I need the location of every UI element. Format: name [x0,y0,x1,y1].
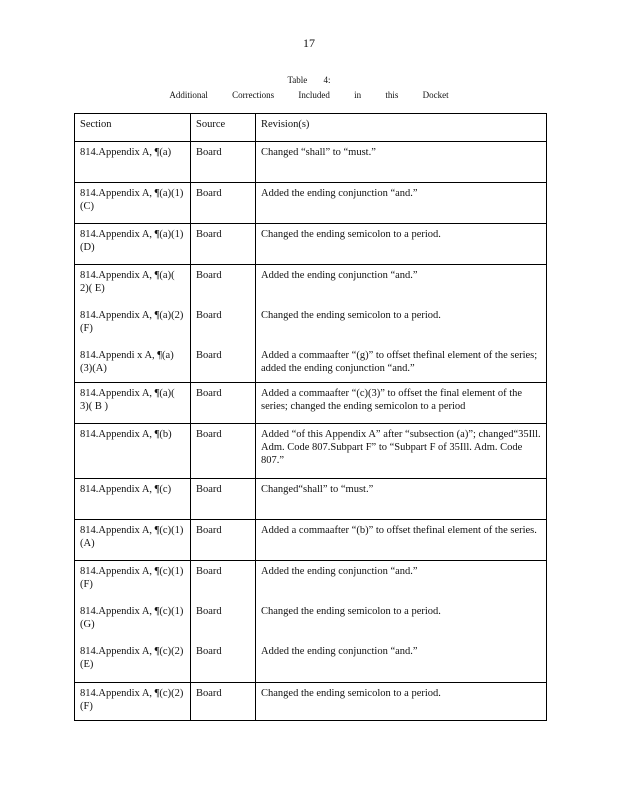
source-cell: Board [191,683,256,721]
table-row [75,265,547,383]
source-entry: Board [196,310,222,321]
section-cell [75,265,191,383]
table-row [75,479,547,520]
section-entry: 814.Appendi x A, ¶(a)(3)(A) [80,350,174,374]
revision-cell: Added the ending conjunction “and.” [256,183,547,224]
section-entry: 814.Appendix A, ¶(a)(2)(F) [80,310,184,334]
table-row [75,561,547,683]
revision-cell: Changed “shall” to “must.” [256,142,547,183]
revision-cell: Changed“shall” to “must.” [256,479,547,520]
source-cell: Board [191,142,256,183]
source-entry: Board [196,270,222,281]
section-cell: 814.Appendix A, ¶(b) [75,424,191,479]
revision-cell: Added a commaafter “(b)” to offset thefinal element of the series. [256,520,547,561]
revision-cell [256,265,547,383]
source-cell: Board [191,520,256,561]
section-cell: 814.Appendix A, ¶(a) [75,142,191,183]
section-entry: 814.Appendix A, ¶(c)(2)(E) [80,646,184,670]
table-row [75,142,547,183]
source-cell: Board [191,424,256,479]
section-entry: 814.Appendix A, ¶(c)(1)(G) [80,606,184,630]
corrections-table [74,113,547,721]
revision-cell [256,561,547,683]
section-cell [75,561,191,683]
table-row [75,383,547,424]
source-entry: Board [196,566,222,577]
revision-entry: Changed the ending semicolon to a period. [261,310,441,321]
revision-cell: Added “of this Appendix A” after “subsection (a)”; changed“35Ill. Adm. Code 807.Subpart F” to “Subpart F of 35Ill. Adm. Code 807.” [256,424,547,479]
table-caption-title: Additional Corrections Included in this Docket [169,90,449,100]
source-cell [191,561,256,683]
header-source: Source [191,114,256,142]
header-section: Section [75,114,191,142]
section-cell: 814.Appendix A, ¶(a)(1)(C) [75,183,191,224]
section-entry: 814.Appendix A, ¶(a)( 2)( E) [80,270,175,294]
revision-entry: Changed the ending semicolon to a period. [261,606,441,617]
table-row [75,424,547,479]
revision-entry: Added the ending conjunction “and.” [261,646,418,657]
source-cell: Board [191,183,256,224]
table-header-row [75,114,547,142]
source-entry: Board [196,646,222,657]
source-cell: Board [191,479,256,520]
revision-cell: Added a commaafter “(c)(3)” to offset the final element of the series; changed the ending semicolon to a period [256,383,547,424]
source-cell: Board [191,383,256,424]
section-cell: 814.Appendix A, ¶(c)(2)(F) [75,683,191,721]
revision-cell: Changed the ending semicolon to a period. [256,683,547,721]
header-revisions: Revision(s) [256,114,547,142]
table-row [75,183,547,224]
source-cell: Board [191,224,256,265]
section-cell: 814.Appendix A, ¶(c) [75,479,191,520]
table-row [75,520,547,561]
section-entry: 814.Appendix A, ¶(c)(1)(F) [80,566,184,590]
page-number: 17 [303,36,315,50]
table-row [75,224,547,265]
source-entry: Board [196,350,222,361]
source-entry: Board [196,606,222,617]
revision-entry: Added the ending conjunction “and.” [261,270,418,281]
section-cell: 814.Appendix A, ¶(c)(1)(A) [75,520,191,561]
revision-cell: Changed the ending semicolon to a period. [256,224,547,265]
revision-entry: Added the ending conjunction “and.” [261,566,418,577]
revision-entry: Added a commaafter “(g)” to offset thefinal element of the series; added the ending conjunction “and.” [261,350,538,374]
section-cell: 814.Appendix A, ¶(a)(1)(D) [75,224,191,265]
source-cell [191,265,256,383]
table-caption-label: Table 4: [287,75,331,85]
section-cell: 814.Appendix A, ¶(a)( 3)( B ) [75,383,191,424]
table-row [75,683,547,721]
